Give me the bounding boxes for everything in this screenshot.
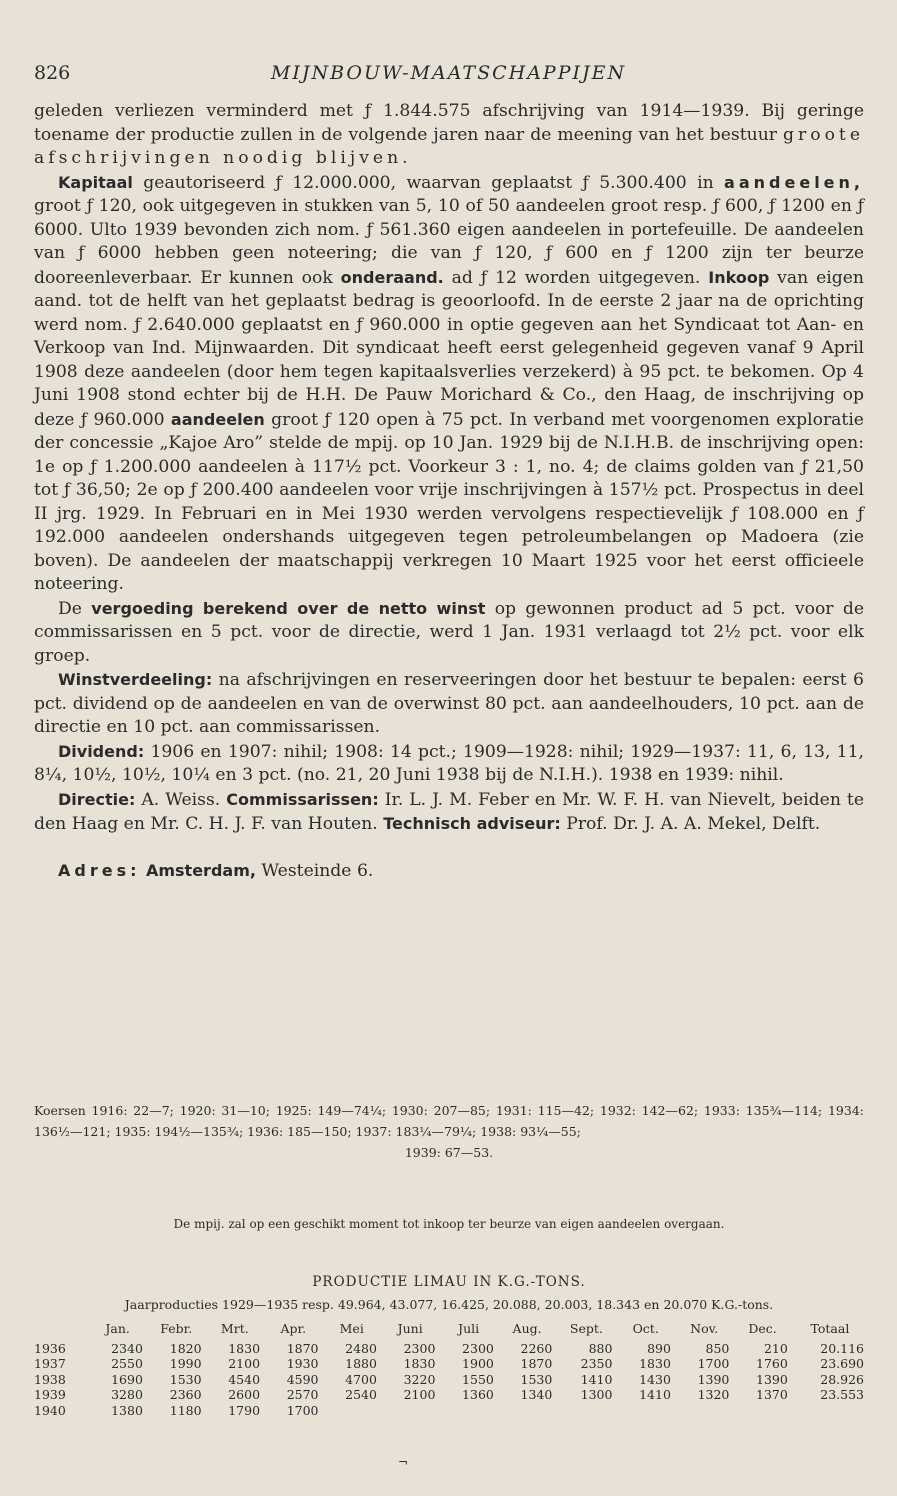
page-number: 826 — [34, 62, 71, 84]
table-cell: 1870 — [286, 1340, 319, 1356]
row-year: 1937 — [34, 1356, 66, 1371]
table-cell — [498, 1403, 556, 1419]
row-year: 1938 — [34, 1371, 66, 1387]
row-year: 1940 — [34, 1402, 66, 1418]
table-cell: 2550 — [111, 1356, 143, 1371]
table-row — [30, 1341, 868, 1357]
column-header: Mei — [339, 1321, 364, 1336]
table-cell — [792, 1403, 868, 1419]
table-cell: 2540 — [345, 1387, 377, 1402]
table-cell: 4590 — [286, 1371, 319, 1387]
table-cell: 1760 — [756, 1356, 788, 1371]
table-cell: 4700 — [345, 1371, 377, 1387]
column-header — [30, 1321, 88, 1341]
table-cell: 1990 — [169, 1356, 202, 1371]
column-header: Totaal — [810, 1321, 850, 1336]
koersen-last: 1939: 67—53. — [404, 1145, 494, 1160]
table-row — [30, 1356, 868, 1372]
table-cell: 1930 — [286, 1356, 319, 1371]
table-cell: 1700 — [697, 1356, 730, 1371]
table-cell — [675, 1403, 733, 1419]
inkoop-note: De mpij. zal op een geschikt moment tot inkoop ter beurze van eigen aandeelen overgaan. — [173, 1217, 725, 1231]
table-row — [30, 1403, 868, 1419]
footer-mark: ¬ — [398, 1455, 409, 1469]
table-cell: 1820 — [169, 1340, 202, 1356]
column-header: Dec. — [748, 1321, 777, 1336]
column-header: Apr. — [280, 1321, 307, 1336]
table-cell: 1390 — [756, 1371, 788, 1387]
column-header: Jan. — [105, 1321, 130, 1336]
paragraph-directie: Directie: A. Weiss. Commissarissen: Ir. L. J. M. Feber en Mr. W. F. H. van Nievelt, beiden te den Haag en Mr. C. H. J. F. van Houten. Technisch adviseur: Prof. Dr. J. A. A. Mekel, Delft. — [34, 789, 864, 834]
column-header: Nov. — [690, 1321, 719, 1336]
table-cell: 2260 — [520, 1340, 553, 1356]
table-cell: 1360 — [462, 1387, 494, 1402]
column-header: Aug. — [512, 1321, 542, 1336]
table-cell: 1830 — [403, 1356, 436, 1371]
running-title: MIJNBOUW-MAATSCHAPPIJEN — [270, 62, 627, 84]
table-cell: 2360 — [169, 1387, 202, 1402]
table-cell: 890 — [647, 1340, 671, 1356]
table-cell: 23.690 — [820, 1356, 864, 1371]
table-cell: 1390 — [697, 1371, 730, 1387]
table-cell — [323, 1403, 381, 1419]
table-cell: 1300 — [580, 1387, 613, 1402]
table-cell: 23.553 — [820, 1387, 864, 1402]
paragraph-vergoeding: De vergoeding berekend over de netto winst op gewonnen product ad 5 pct. voor de commissarissen en 5 pct. voor de directie, werd 1 Jan. 1931 verlaagd tot 2½ pct. voor elk groep. — [34, 598, 864, 666]
table-cell: 1530 — [169, 1371, 202, 1387]
table-cell: 2100 — [403, 1387, 436, 1402]
table-cell: 1320 — [697, 1387, 730, 1402]
production-header-row — [30, 1321, 868, 1341]
table-cell: 2600 — [228, 1387, 261, 1402]
production-table-body — [30, 1341, 868, 1419]
table-cell — [616, 1403, 674, 1419]
table-cell: 2340 — [111, 1340, 143, 1356]
table-cell — [733, 1403, 791, 1419]
table-cell: 1690 — [111, 1371, 143, 1387]
paragraph-kapitaal: Kapitaal geautoriseerd ƒ 12.000.000, waarvan geplaatst ƒ 5.300.400 in aandeelen, groot ƒ 120, ook uitgegeven in stukken van 5, 10 of 50 aandeelen groot resp. ƒ 600, ƒ 1200 en ƒ 6000. Ulto 1939 bevonden zich nom. ƒ 561.360 eigen aandeelen in portefeuille. De aandeelen van ƒ 6000 hebben geen noteering; die van ƒ 120, ƒ 600 en ƒ 1200 zijn ter beurze dooreenleverbaar. Er kunnen ook onderaand. ad ƒ 12 worden uitgegeven. Inkoop van eigen aand. tot de helft van het geplaatst bedrag is geoorloofd. In de eerste 2 jaar na de oprichting werd nom. ƒ 2.640.000 geplaatst en ƒ 960.000 in optie gegeven aan het Syndicaat tot Aan- en Verkoop van Ind. Mijnwaarden. Dit syndicaat heeft eerst gelegenheid gegeven vanaf 9 April 1908 deze aandeelen (door hem tegen kapitaalsverlies verzekerd) à 95 pct. te bekomen. Op 4 Juni 1908 stond echter bij de H.H. De Pauw Morichard & Co., den Haag, de inschrijving op deze ƒ 960.000 aandeelen groot ƒ 120 open à 75 pct. In verband met voorgenomen exploratie der concessie „Kajoe Aro” stelde de mpij. op 10 Jan. 1929 bij de N.I.H.B. de inschrijving open: 1e op ƒ 1.200.000 aandeelen à 117½ pct. Voorkeur 3 : 1, no. 4; de claims golden van ƒ 21,50 tot ƒ 36,50; 2e op ƒ 200.400 aandeelen voor vrije inschrijvingen à 157½ pct. Prospectus in deel II jrg. 1929. In Februari en in Mei 1930 werden vervolgens respectievelijk ƒ 108.000 en ƒ 192.000 aandeelen ondershands uitgegeven tegen petroleumbelangen op Madoera (zie boven). De aandeelen der maatschappij verkregen 10 Maart 1925 voor het eerst officieele noteering. — [34, 172, 864, 594]
table-cell — [556, 1403, 616, 1419]
table-cell: 1530 — [520, 1371, 553, 1387]
column-header: Oct. — [632, 1321, 659, 1336]
main-text — [34, 100, 864, 883]
table-cell: 2300 — [403, 1340, 436, 1356]
page-header — [34, 62, 863, 90]
table-cell: 2480 — [345, 1340, 377, 1356]
table-cell: 1900 — [462, 1356, 494, 1371]
table-cell: 2300 — [462, 1340, 494, 1356]
table-cell: 1370 — [756, 1387, 788, 1402]
table-cell: 850 — [705, 1340, 730, 1356]
table-cell: 4540 — [228, 1371, 261, 1387]
table-cell: 1790 — [228, 1402, 261, 1418]
table-cell: 20.116 — [820, 1340, 864, 1356]
table-row — [30, 1387, 868, 1403]
table-cell: 1380 — [111, 1402, 143, 1418]
table-cell: 1180 — [169, 1402, 202, 1418]
table-cell: 1410 — [639, 1387, 671, 1402]
table-cell: 1830 — [639, 1356, 671, 1371]
table-cell: 1830 — [228, 1340, 261, 1356]
paragraph-adres: Adres: Amsterdam, Westeinde 6. — [58, 860, 374, 881]
production-table — [30, 1321, 868, 1418]
row-year: 1939 — [34, 1387, 66, 1402]
table-cell: 2350 — [580, 1356, 613, 1371]
table-cell: 2100 — [228, 1356, 261, 1371]
paragraph-afschrijving: geleden verliezen verminderd met ƒ 1.844.575 afschrijving van 1914—1939. Bij geringe toename der productie zullen in de volgende jaren naar de meening van het bestuur groote afschrijvingen noodig blijven. — [34, 101, 864, 168]
table-cell: 3220 — [403, 1371, 436, 1387]
paragraph-dividend: Dividend: 1906 en 1907: nihil; 1908: 14 pct.; 1909—1928: nihil; 1929—1937: 11, 6, 13, 11, 8¼, 10½, 10½, 10¼ en 3 pct. (no. 21, 20 Juni 1938 bij de N.I.H.). 1938 en 1939: nihil. — [34, 741, 864, 785]
table-cell: 210 — [763, 1340, 788, 1356]
column-header: Sept. — [569, 1321, 603, 1336]
production-title: PRODUCTIE LIMAU IN K.G.-TONS. — [312, 1274, 586, 1290]
column-header: Juli — [458, 1321, 480, 1336]
row-year: 1936 — [34, 1340, 66, 1356]
table-cell: 1700 — [286, 1402, 319, 1418]
table-cell: 28.926 — [820, 1371, 864, 1387]
paragraph-winstverdeeling: Winstverdeeling: na afschrijvingen en reserveeringen door het bestuur te bepalen: eerst 6 pct. dividend op de aandeelen en van de overwinst 80 pct. aan aandeelhouders, 10 pct. aan de directie en 10 pct. aan commissarissen. — [34, 670, 864, 737]
table-cell: 1430 — [639, 1371, 671, 1387]
table-cell: 1410 — [580, 1371, 613, 1387]
table-cell: 1340 — [520, 1387, 553, 1402]
column-header: Febr. — [160, 1321, 193, 1336]
table-cell: 3280 — [111, 1387, 143, 1402]
koersen-text: Koersen 1916: 22—7; 1920: 31—10; 1925: 149—74¼; 1930: 207—85; 1931: 115—42; 1932: 142—62; 1933: 135¾—114; 1934: 136½—121; 1935: 194½—135¾; 1936: 185—150; 1937: 183¼—79¼; 1938: 93¼—55; — [34, 1103, 864, 1139]
table-cell: 2570 — [286, 1387, 319, 1402]
koersen-block — [34, 1100, 864, 1163]
table-cell: 1550 — [462, 1371, 494, 1387]
table-cell — [381, 1403, 439, 1419]
column-header: Juni — [397, 1321, 423, 1336]
column-header: Mrt. — [220, 1321, 249, 1336]
table-cell: 1870 — [520, 1356, 553, 1371]
production-subtitle: Jaarproducties 1929—1935 resp. 49.964, 43.077, 16.425, 20.088, 20.003, 18.343 en 20.070 K.G.-tons. — [124, 1297, 774, 1312]
table-row — [30, 1372, 868, 1388]
table-cell: 880 — [588, 1340, 613, 1356]
table-cell — [439, 1403, 497, 1419]
table-cell: 1880 — [345, 1356, 377, 1371]
